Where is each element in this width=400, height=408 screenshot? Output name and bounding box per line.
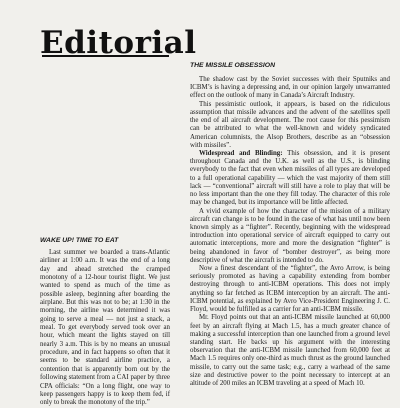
paragraph-text: The shadow cast by the Soviet successes with their Sputniks and ICBM’s is having a depressing and, in our opinion largely unwarranted effect on the outlook of many in Canada’s Aircraft Industry. (190, 76, 390, 100)
right-paragraph (190, 101, 390, 150)
paragraph-text: Now a finest descendant of the “fighter”, the Avro Arrow, is being seriously promoted as having a capability extending from bomber destroying through to anti-ICBM operations. This does not imply anything so far fetched as ICBM interception by an aircraft. The anti-ICBM potential, as explained by Avro Vice-President Engineering J. C. Floyd, would be fulfilled as a carrier for an anti-ICBM missile. (190, 265, 390, 314)
paragraph-lead: Widespread and Blinding: (199, 149, 283, 157)
right-column (190, 62, 390, 388)
left-column-heading: WAKE UP! TIME TO EAT (40, 237, 119, 244)
right-paragraph (190, 265, 390, 314)
masthead-rule (42, 55, 169, 57)
paragraph-text: This obsession, and it is present throughout Canada and the U.K. as well as the U.S., is blinding everybody to the fact that even when missiles of all types are developed to a full operational capability — which the vast majority of them still lack — “conventional” aircraft will still have a role to play that will be no less important than the one they fill today. The character of this role may be changed, but its importance will be little affected. (190, 149, 390, 207)
right-paragraph (190, 150, 390, 208)
left-column (40, 237, 170, 408)
masthead-title: Editorial (40, 25, 197, 61)
right-paragraph (190, 76, 390, 101)
paragraph-text: Mr. Floyd points out that an anti-ICBM missile launched at 60,000 feet by an aircraft flying at Mach 1.5, has a much greater chance of making a successful interception than one launched from a ground level standing start. He backs up his argument with the interesting observation that the anti-ICBM missile launched from 60,000 feet at Mach 1.5 requires only one-third as much thrust as the ground launched missile, to carry out the same task; e.g., carry a warhead of the same size and destructive power to the point necessary to intercept at an altitude of 200 miles an ICBM traveling at a speed of Mach 10. (190, 314, 390, 388)
paragraph-text: This pessimistic outlook, it appears, is based on the ridiculous assumption that missile advances and the advent of the satellites spell the end of all aircraft development. The root cause for this pessimism can be attributed to what the well-known and widely syndicated American columnists, the Alsop Brothers, describe as an “obsession with missiles”. (190, 100, 390, 149)
right-paragraph (190, 208, 390, 266)
right-paragraph (190, 314, 390, 388)
right-column-heading: THE MISSILE OBSESSION (190, 62, 275, 69)
left-paragraph: Last summer we boarded a trans-Atlantic airliner at 1:00 a.m. It was the end of a long day and ahead stretched the cramped monotony of a 12-hour tourist flight. We just wanted to spend as much of the time as possible asleep, beginning after boarding the airplane. But this was not to be; at 1:30 in the morning, the airline was determined it was going to serve a meal — not just a snack, a meal. To get everybody served took over an hour, which meant the lights stayed on till nearly 3 a.m. This is by no means an unusual procedure, and in fact happens so often that it seems to be standard airline practice, a contention that is apparently born out by the following statement from a CAI paper by three CPA officials: “On a long flight, one way to keep passengers happy is to keep them fed, if only to break the monotony of the trip.” (40, 249, 170, 407)
paragraph-text: A vivid example of how the character of the mission of a military aircraft can change is to be found in the case of what has until now been known simply as a “fighter”. Recently, beginning with the widespread introduction into operational service of aircraft equipped to carry out automatic interceptions, more and more the designation “fighter” is being abandoned in favor of “bomber destroyer”, as being more descriptive of what the aircraft is intended to do. (190, 207, 390, 264)
